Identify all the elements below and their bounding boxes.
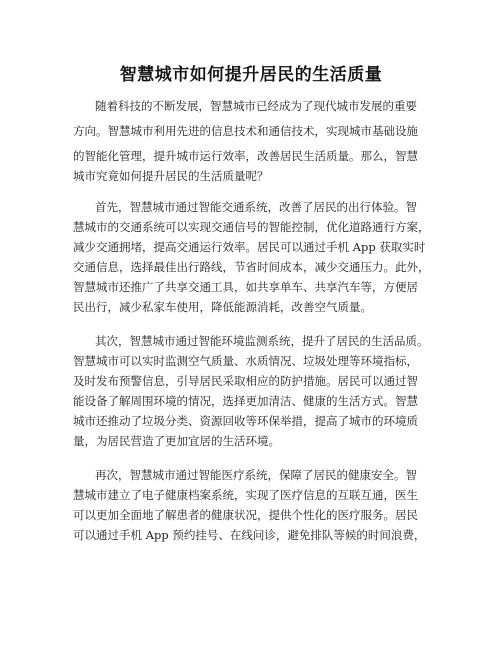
paragraph-line: 再次，智慧城市通过智能医疗系统，保障了居民的健康安全。智 <box>95 468 417 482</box>
paragraph-line: 及时发布预警信息，引导居民采取相应的防护措施。居民可以通过智 <box>73 374 418 388</box>
paragraph-line: 可以通过手机 App 预约挂号、在线问诊，避免排队等候的时间浪费， <box>73 528 426 542</box>
paragraph-line: 慧城市建立了电子健康档案系统，实现了医疗信息的互联互通，医生 <box>73 488 418 502</box>
paragraph-line: 智慧城市还推广了共享交通工具，如共享单车、共享汽车等，方便居 <box>73 280 418 294</box>
paragraph-line: 量，为居民营造了更加宜居的生活环境。 <box>73 434 280 448</box>
paragraph-line: 方向。智慧城市利用先进的信息技术和通信技术，实现城市基础设施 <box>73 124 418 138</box>
paragraph-line: 其次，智慧城市通过智能环境监测系统，提升了居民的生活品质。 <box>95 334 429 348</box>
paragraph-line: 的智能化管理，提升城市运行效率，改善居民生活质量。那么，智慧 <box>73 149 418 163</box>
paragraph-line: 慧城市的交通系统可以实现交通信号的智能控制，优化道路通行方案， <box>73 220 430 234</box>
paragraph-line: 交通信息，选择最佳出行路线，节省时间成本，减少交通压力。此外， <box>73 260 430 274</box>
paragraph-line: 城市究竟如何提升居民的生活质量呢？ <box>73 169 269 183</box>
paragraph-line: 民出行，减少私家车使用，降低能源消耗，改善空气质量。 <box>73 300 372 314</box>
paragraph-line: 能设备了解周围环境的情况，选择更加清洁、健康的生活方式。智慧 <box>73 394 418 408</box>
paragraph-line: 随着科技的不断发展，智慧城市已经成为了现代城市发展的重要 <box>95 99 417 113</box>
paragraph-line: 首先，智慧城市通过智能交通系统，改善了居民的出行体验。智 <box>95 200 417 214</box>
document-title: 智慧城市如何提升居民的生活质量 <box>119 65 383 85</box>
paragraph-line: 智慧城市可以实时监测空气质量、水质情况、垃圾处理等环境指标， <box>73 354 418 368</box>
paragraph-line: 减少交通拥堵，提高交通运行效率。居民可以通过手机 App 获取实时 <box>73 240 426 254</box>
paragraph-line: 可以更加全面地了解患者的健康状况，提供个性化的医疗服务。居民 <box>73 508 418 522</box>
paragraph-line: 城市还推动了垃圾分类、资源回收等环保举措，提高了城市的环境质 <box>73 414 418 428</box>
